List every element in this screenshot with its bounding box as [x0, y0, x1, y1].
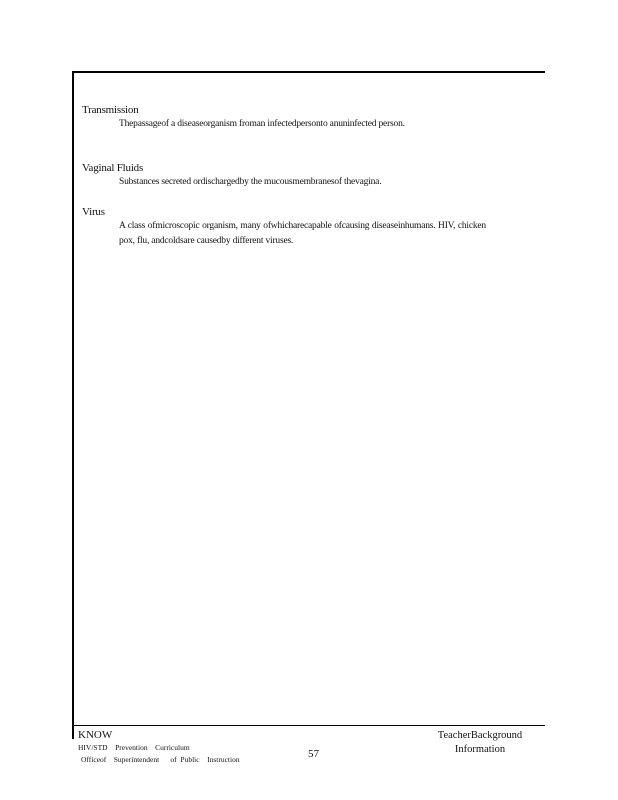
glossary-entry-transmission [82, 104, 502, 132]
footer-title: KNOW [78, 729, 113, 741]
page-number: 57 [308, 748, 319, 760]
glossary-entry-virus [82, 206, 502, 248]
footer-rule [72, 725, 545, 726]
footer-curriculum-line: HIV/STD Prevention Curriculum [78, 743, 190, 752]
glossary-term: Virus [82, 206, 105, 218]
top-border-rule [72, 71, 545, 73]
footer-office-line: Officeof Superintendent of Public Instruction [81, 755, 240, 764]
footer-section-subtitle: Information [454, 744, 506, 755]
footer-left-block [78, 729, 240, 766]
glossary-definition: Thepassageof a diseaseorganism froman infectedpersonto anuninfected person. [119, 119, 405, 129]
glossary-term: Vaginal Fluids [82, 162, 144, 174]
footer-right-block [430, 729, 530, 757]
glossary-term: Transmission [82, 104, 139, 116]
glossary-definition: A class ofmicroscopic organism, many ofwhicharecapable ofcausing diseaseinhumans. HIV, chicken pox, flu, andcoldsare causedby different viruses. [119, 221, 486, 246]
glossary-definition: Substances secreted ordischargedby the mucousmembranesof thevagina. [119, 177, 382, 187]
left-border-rule [72, 71, 74, 739]
footer-section-title: TeacherBackground [437, 730, 523, 741]
glossary-entry-vaginal-fluids [82, 162, 502, 190]
